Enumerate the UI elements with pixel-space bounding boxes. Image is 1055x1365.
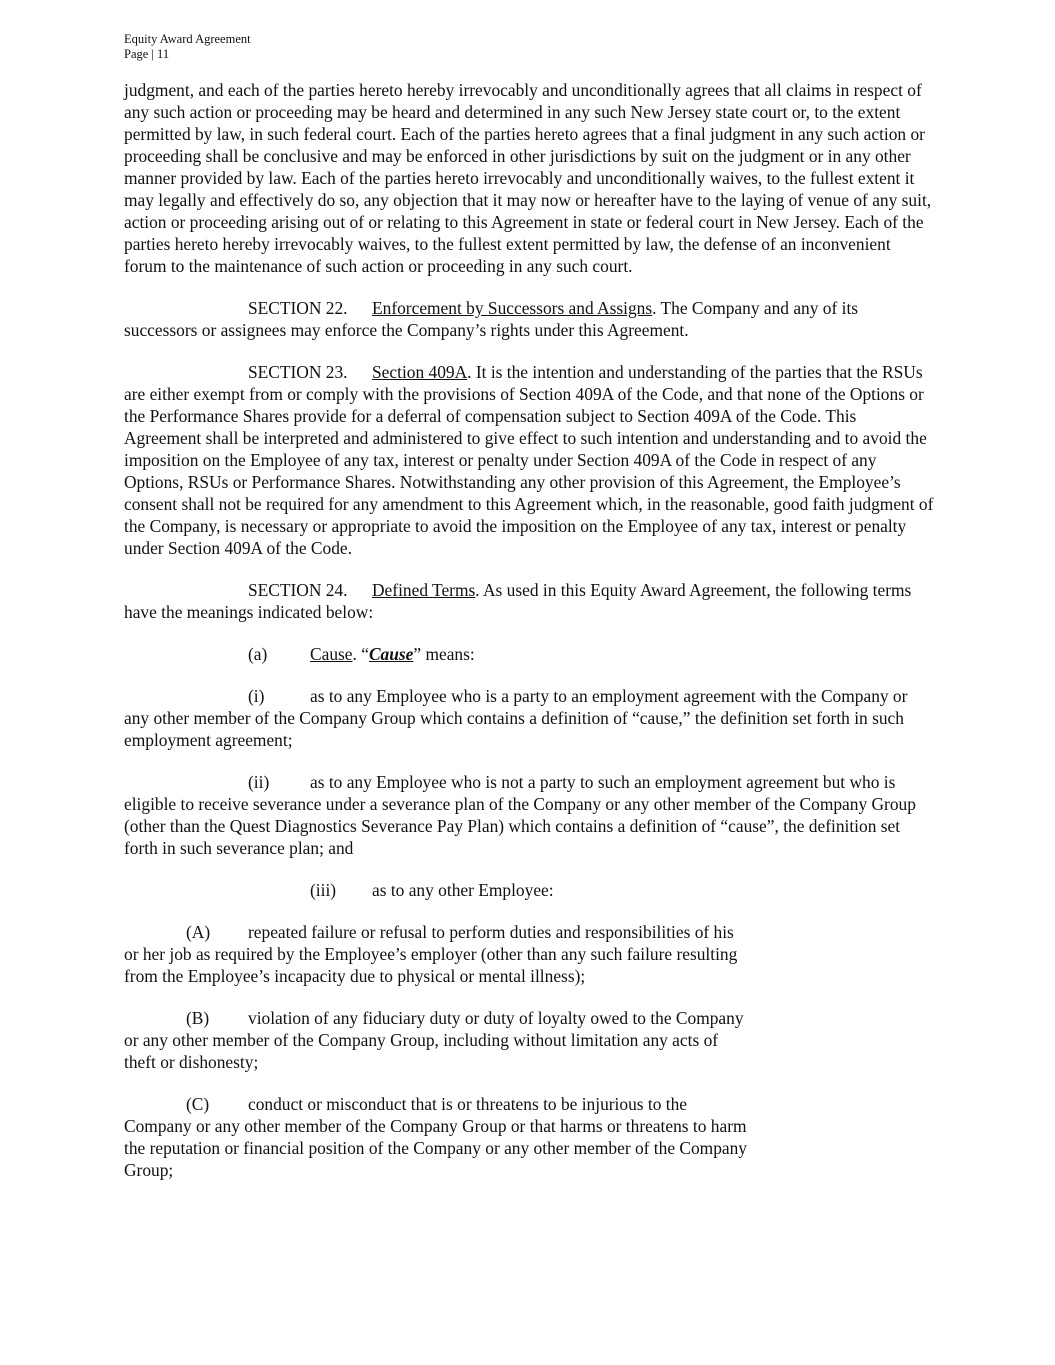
- item-B: [124, 1007, 748, 1073]
- item-C-number: (C): [186, 1094, 210, 1114]
- item-iii-number: (iii): [310, 880, 337, 900]
- section-22-text: . The Company and any of its successors or assignees may enforce the Company’s rights under this Agreement.: [124, 298, 859, 340]
- section-23-number: SECTION 23.: [248, 362, 348, 382]
- item-ii-number: (ii): [248, 772, 270, 792]
- item-iii: [124, 879, 934, 901]
- item-a-cause: [124, 643, 934, 665]
- header-page-number: Page | 11: [124, 47, 170, 61]
- page-header: [124, 32, 251, 62]
- item-A: [124, 921, 748, 987]
- section-24-number: SECTION 24.: [248, 580, 348, 600]
- section-24-text: . As used in this Equity Award Agreement, the following terms have the meanings indicated below:: [124, 580, 912, 622]
- item-B-text: violation of any fiduciary duty or duty of loyalty owed to the Company or any other member of the Company Group, including without limitation any acts of theft or dishonesty;: [124, 1008, 744, 1072]
- document-body: [124, 79, 934, 1181]
- item-C: [124, 1093, 748, 1181]
- section-23: [124, 361, 934, 559]
- item-i-number: (i): [248, 686, 265, 706]
- section-22: [124, 297, 934, 341]
- item-A-text: repeated failure or refusal to perform duties and responsibilities of his or her job as required by the Employee’s employer (other than any such failure resulting from the Employee’s incapacity due to physical or mental illness);: [124, 922, 738, 986]
- paragraph-continuation: judgment, and each of the parties hereto hereby irrevocably and unconditionally agrees that all claims in respect of any such action or proceeding may be heard and determined in any such New Jersey state court or, to the extent permitted by law, in such federal court. Each of the parties hereto agrees that a final judgment in any such action or proceeding shall be conclusive and may be enforced in other jurisdictions by suit on the judgment or in any other manner provided by law. Each of the parties hereto irrevocably and unconditionally waives, to the fullest extent it may legally and effectively do so, any objection that it may now or hereafter have to the laying of venue of any suit, action or proceeding arising out of or relating to this Agreement in state or federal court in New Jersey. Each of the parties hereto hereby irrevocably waives, to the fullest extent permitted by law, the defense of an inconvenient forum to the maintenance of such action or proceeding in any such court.: [124, 80, 932, 276]
- section-23-text: . It is the intention and understanding of the parties that the RSUs are either exempt from or comply with the provisions of Section 409A of the Code, and that none of the Options or the Performance Shares provide for a deferral of compensation subject to Section 409A of the Code. This Agreement shall be interpreted and administered to give effect to such intention and understanding and to avoid the imposition on the Employee of any tax, interest or penalty under Section 409A of the Code in respect of any Options, RSUs or Performance Shares. Notwithstanding any other provision of this Agreement, the Employee’s consent shall not be required for any amendment to this Agreement which, in the reasonable, good faith judgment of the Company, is necessary or appropriate to avoid the imposition on the Employee of any tax, interest or penalty under Section 409A of the Code.: [124, 362, 934, 558]
- item-B-number: (B): [186, 1008, 210, 1028]
- section-24-heading: Defined Terms: [372, 580, 476, 600]
- item-a-defined-term: Cause: [368, 644, 414, 664]
- item-i: [124, 685, 934, 751]
- section-22-heading: Enforcement by Successors and Assigns: [372, 298, 653, 318]
- section-23-heading: Section 409A: [372, 362, 468, 382]
- item-a-tail: ” means:: [413, 644, 475, 664]
- item-a-number: (a): [248, 644, 268, 664]
- item-a-mid: . “: [352, 644, 369, 664]
- header-title: Equity Award Agreement: [124, 32, 251, 46]
- item-ii: [124, 771, 934, 859]
- item-A-number: (A): [186, 922, 211, 942]
- item-iii-text: as to any other Employee:: [372, 880, 554, 900]
- item-i-text: as to any Employee who is a party to an employment agreement with the Company or any other member of the Company Group which contains a definition of “cause,” the definition set forth in such employment agreement;: [124, 686, 908, 750]
- section-22-number: SECTION 22.: [248, 298, 348, 318]
- item-ii-text: as to any Employee who is not a party to such an employment agreement but who is eligible to receive severance under a severance plan of the Company or any other member of the Company Group (other than the Quest Diagnostics Severance Pay Plan) which contains a definition of “cause”, the definition set forth in such severance plan; and: [124, 772, 916, 858]
- section-24: [124, 579, 934, 623]
- item-a-label: Cause: [310, 644, 353, 664]
- item-C-text: conduct or misconduct that is or threatens to be injurious to the Company or any other member of the Company Group or that harms or threatens to harm the reputation or financial position of the Company or any other member of the Company Group;: [124, 1094, 748, 1180]
